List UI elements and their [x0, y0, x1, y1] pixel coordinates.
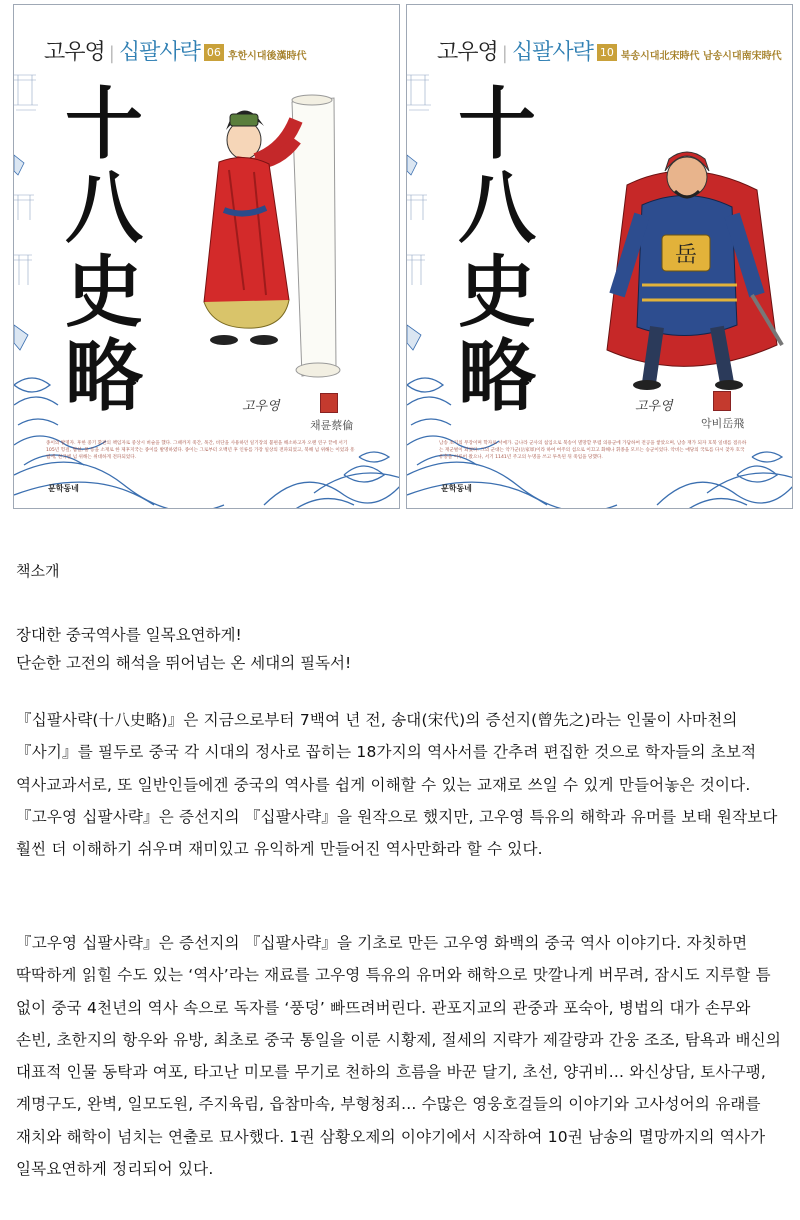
divider: | [501, 43, 508, 64]
description-paragraph: 『십팔사략(十八史略)』은 지금으로부터 7백여 년 전, 송대(宋代)의 증선지(曾先之)라는 인물이 사마천의 『사기』를 필두로 중국 각 시대의 정사로 꼽히는 18가지의 역사서를 간추려 편집한 것으로 학자들의 초보적 역사교과서로, 또 일반인들에겐 중국의 역사를 쉽게 이해할 수 있는 교재로 쓰일 수 있게 만들어놓은 것이다. 『고우영 십팔사략』은 증선지의 『십팔사략』을 원작으로 했지만, 고우영 특유의 해학과 유머를 보태 원작보다 훨씬 더 이해하기 쉬우며 재미있고 유익하게 만들어진 역사만화라 할 수 있다. [16, 711, 778, 859]
red-seal-stamp [320, 393, 338, 413]
publisher-logo: 문학동네 [441, 484, 472, 493]
red-seal-stamp [713, 391, 731, 411]
title-char: 略 [457, 331, 536, 422]
book-cover-volume-06[interactable] [13, 4, 400, 509]
tagline: 단순한 고전의 해석을 뛰어넘는 온 세대의 필독서! [16, 654, 352, 672]
calligraphy-title [447, 79, 547, 422]
title-char: 八 [64, 163, 143, 254]
book-covers [0, 0, 800, 520]
title-char: 史 [64, 247, 143, 338]
calligraphy-title [54, 79, 154, 422]
cover-era: 북송시대北宋時代 남송시대南宋時代 [620, 51, 782, 62]
svg-text:岳: 岳 [674, 243, 698, 268]
title-char: 史 [457, 247, 536, 338]
title-char: 十 [457, 79, 536, 170]
cover-header [437, 35, 782, 66]
cover-author: 고우영 [44, 40, 105, 65]
cover-series-title: 십팔사략 [118, 40, 200, 65]
title-char: 八 [457, 163, 536, 254]
book-cover-volume-10[interactable] [406, 4, 793, 509]
volume-badge: 06 [204, 44, 224, 61]
description-paragraph: 『고우영 십팔사략』은 증선지의 『십팔사략』을 기초로 만든 고우영 화백의 중국 역사 이야기다. 자칫하면 딱딱하게 읽힐 수도 있는 ‘역사’라는 재료를 고우영 특유의 유머와 해학으로 맛깔나게 버무려, 잠시도 지루할 틈 없이 중국 4천년의 역사 속으로 독자를 ‘풍덩’ 빠뜨려버린다. 관포지교의 관중과 포숙아, 병법의 대가 손무와 손빈, 초한지의 항우와 유방, 최초로 중국 통일을 이룬 시황제, 절세의 지략가 제갈량과 간웅 조조, 탐욕과 배신의 대표적 인물 동탁과 여포, 타고난 미모를 무기로 천하의 흐름을 바꾼 달기, 초선, 양귀비... 와신상담, 토사구팽, 계명구도, 완벽, 일모도원, 주지육림, 읍참마속, 부형청죄... 수많은 영웅호걸들의 이야기와 고사성어의 유래를 재치와 해학이 넘치는 연출로 묘사했다. 1권 삼황오제의 이야기에서 시작하여 10권 남송의 멸망까지의 역사가 일목요연하게 정리되어 있다. [16, 934, 782, 1179]
artist-signature: 고우영 [635, 399, 673, 414]
scholar-illustration [184, 90, 354, 380]
section-title: 책소개 [16, 562, 60, 580]
volume-badge: 10 [597, 44, 617, 61]
cover-blurb: 종이의 발명자. 후한 중기 환관의 책임자로 중상시 벼슬을 했다. 그때까지 죽간, 목간, 비단을 사용하던 일기장의 불편을 해소하고자 오랜 연구 끝에 서기 105년 헝겊, 협설, 풀 등을 소재로 한 제후지국는 종이를 발명하였다. 종이는 그로부터 오백년 후 인류를 가장 일상의 전파되었고, 북해 넘 위해는 이었과 흥립에, 친국엔 넘 위해는 위대하게 전파되었다. [46, 441, 355, 460]
artist-signature: 고우영 [242, 399, 280, 414]
tagline: 장대한 중국역사를 일목요연하게! [16, 626, 242, 644]
title-char: 略 [64, 331, 143, 422]
cover-author: 고우영 [437, 40, 498, 65]
cover-series-title: 십팔사략 [511, 40, 593, 65]
title-char: 十 [64, 79, 143, 170]
character-name: 악비岳飛 [701, 417, 745, 430]
divider: | [108, 43, 115, 64]
cover-blurb: 남송 초기의 무장이며 학자로 서예가. 금나라 군사의 침입으로 북송이 멸망할 무렵 의용군에 가담하여 전공을 쌓았으며, 남송 재가 되자 호북 일대를 점유하는 재군벌이 되었다. 그의 군대는 악가군(岳家軍)이라 하여 여주의 섬으로 이끄고 화해나 휘종을 모르는 승군이었다. 악비는 애당의 국토를 다시 찾자 호국 유충을 이루어 왔으나, 서기 1141년 주고의 누명을 쓰고 투옥된 뒤 죽임을 당했다. [439, 441, 747, 460]
character-name: 채륜蔡倫 [310, 419, 354, 432]
cover-era: 후한시대後漢時代 [227, 51, 307, 62]
publisher-logo: 문학동네 [48, 484, 79, 493]
general-illustration [587, 145, 787, 390]
cover-header [44, 35, 307, 66]
